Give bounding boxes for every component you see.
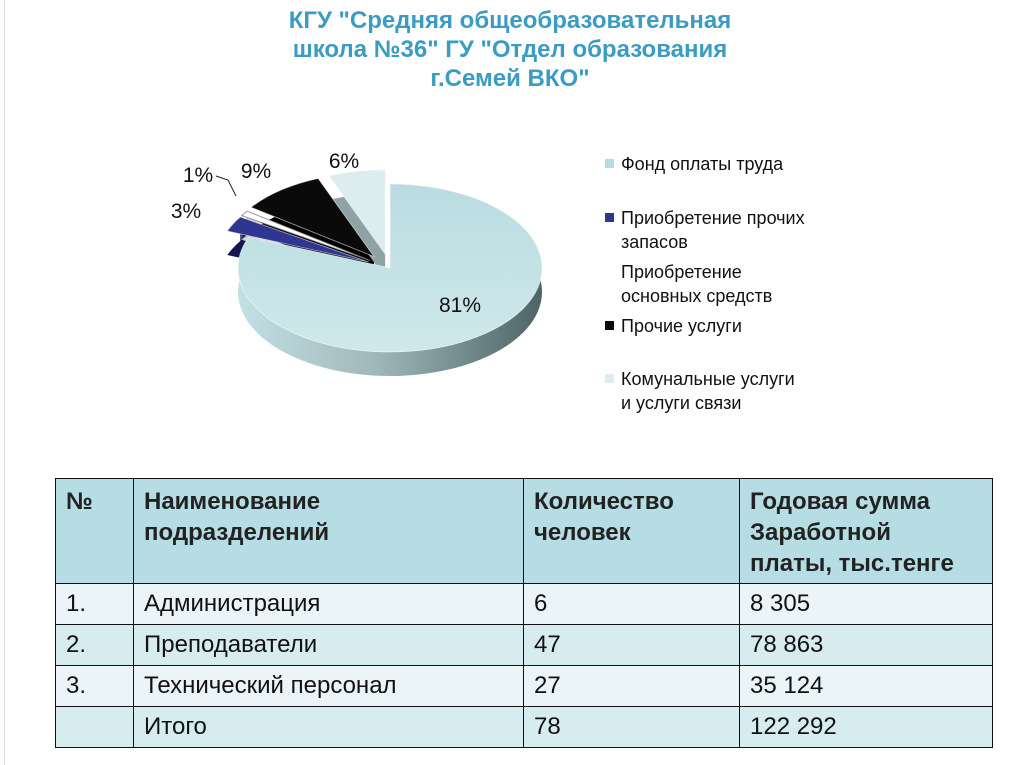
table-cell: 47 [524, 625, 740, 666]
table-cell: 2. [56, 625, 134, 666]
legend-label-fixed-assets-2: основных средств [621, 286, 773, 306]
table-cell: Технический персонал [134, 666, 524, 707]
leader-line-fixed-assets [216, 176, 236, 196]
table-row [56, 625, 993, 666]
header-department-line-2: подразделений [144, 519, 330, 546]
legend-label-utilities-2: и услуги связи [621, 393, 742, 413]
header-annual-salary [740, 479, 993, 584]
table-cell: 3. [56, 666, 134, 707]
legend-label-fixed-assets-1: Приобретение [621, 262, 742, 282]
legend-label-other-supplies-2: запасов [621, 232, 688, 252]
legend-swatch-other-services [605, 321, 614, 330]
header-department-line-1: Наименование [144, 488, 321, 515]
legend-label-wage-fund: Фонд оплаты труда [621, 154, 784, 174]
table-cell: 78 863 [740, 625, 993, 666]
legend-item-utilities [605, 367, 795, 415]
legend-swatch-fixed-assets [605, 267, 614, 276]
table-cell: Итого [134, 707, 524, 748]
salary-table [55, 478, 993, 748]
header-number [56, 479, 134, 584]
table-cell: 35 124 [740, 666, 993, 707]
legend-swatch-utilities [605, 374, 614, 383]
table-cell: 122 292 [740, 707, 993, 748]
table-cell: 27 [524, 666, 740, 707]
legend-label-other-services: Прочие услуги [621, 316, 742, 336]
legend-item-other-supplies [605, 206, 805, 254]
table-cell: 8 305 [740, 584, 993, 625]
header-annual-salary-line-3: платы, тыс.тенге [750, 550, 954, 577]
legend-item-other-services [605, 314, 742, 338]
slide-border [4, 0, 5, 765]
header-headcount-line-1: Количество [534, 488, 674, 515]
header-department [134, 479, 524, 584]
legend-label-utilities-1: Комунальные услуги [621, 369, 795, 389]
table-cell: 6 [524, 584, 740, 625]
header-annual-salary-line-1: Годовая сумма [750, 488, 931, 515]
chart-title-line-1: КГУ "Средняя общеобразовательная [288, 7, 732, 34]
data-label-other-supplies: 3% [170, 200, 202, 223]
legend-item-fixed-assets [605, 260, 772, 308]
table-cell: Преподаватели [134, 625, 524, 666]
pie-chart [150, 130, 590, 400]
table-row [56, 584, 993, 625]
legend-item-wage-fund [605, 152, 783, 176]
data-label-wage-fund: 81% [438, 294, 482, 317]
table-row [56, 666, 993, 707]
chart-title [160, 6, 860, 93]
chart-title-line-2: школа №36" ГУ "Отдел образования [292, 36, 728, 63]
header-number-text: № [66, 488, 93, 515]
legend-swatch-wage-fund [605, 159, 614, 168]
chart-title-line-3: г.Семей ВКО" [430, 65, 590, 92]
table-cell: 78 [524, 707, 740, 748]
table-cell: 1. [56, 584, 134, 625]
table-header-row [56, 479, 993, 584]
header-annual-salary-line-2: Заработной [750, 519, 891, 546]
data-label-fixed-assets: 1% [182, 164, 214, 187]
table-cell [56, 707, 134, 748]
data-label-utilities: 6% [328, 150, 360, 173]
header-headcount-line-2: человек [534, 519, 631, 546]
legend-label-other-supplies-1: Приобретение прочих [621, 208, 805, 228]
header-headcount [524, 479, 740, 584]
data-label-other-services: 9% [240, 160, 272, 183]
table-cell: Администрация [134, 584, 524, 625]
legend-swatch-other-supplies [605, 213, 614, 222]
table-row-total [56, 707, 993, 748]
